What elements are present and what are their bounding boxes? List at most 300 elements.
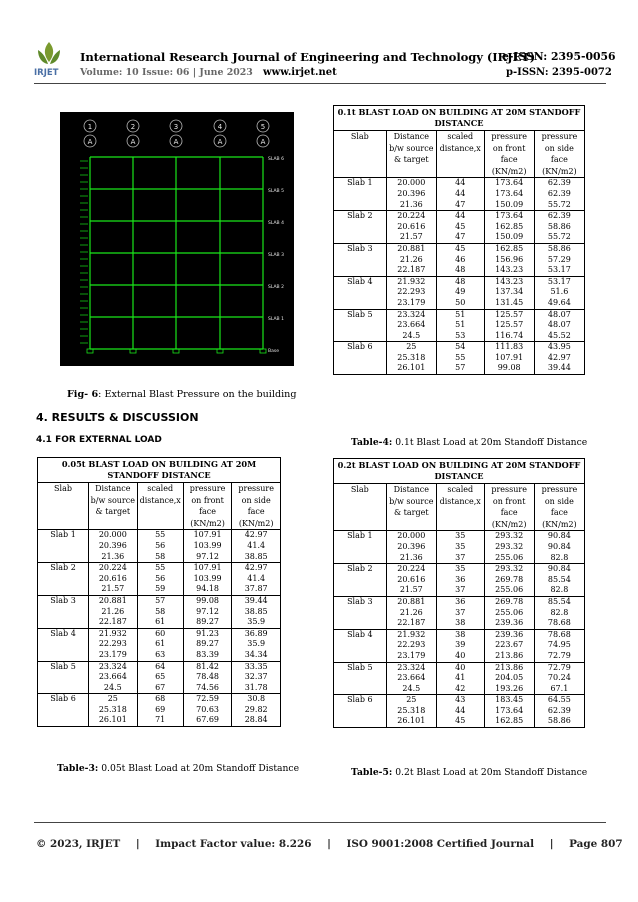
table-5 <box>333 458 585 728</box>
table-cell: 55.72 <box>534 232 584 243</box>
table-cell: 67.1 <box>534 684 584 695</box>
table-5-caption-text: 0.2t Blast Load at 20m Standoff Distance <box>392 767 588 778</box>
table-row <box>334 673 585 684</box>
table-cell: 99.08 <box>183 595 232 606</box>
table-cell: 69 <box>137 705 183 716</box>
table-row <box>334 232 585 243</box>
table-cell: 48.07 <box>534 320 584 331</box>
table-cell <box>334 575 387 586</box>
table-cell: 55 <box>137 530 183 541</box>
table-5-caption-label: Table-5: <box>351 767 393 778</box>
table-cell: 25.318 <box>89 705 138 716</box>
table-cell: 25 <box>89 694 138 705</box>
table-cell: Slab 2 <box>334 211 387 222</box>
table-row <box>334 178 585 189</box>
svg-text:IRJET: IRJET <box>34 68 59 78</box>
table-cell: Slab 1 <box>334 178 387 189</box>
table-cell: 21.26 <box>386 608 436 619</box>
table-cell: 23.324 <box>89 661 138 672</box>
table-cell: 21.57 <box>89 584 138 595</box>
table-cell: 49.64 <box>534 298 584 309</box>
table-cell: 35 <box>436 564 484 575</box>
table-cell <box>38 650 89 661</box>
table-row <box>334 265 585 276</box>
table-cell: 50 <box>436 298 484 309</box>
grid-bubble-label: A <box>217 138 223 146</box>
table-cell: Slab 4 <box>334 276 387 287</box>
table-cell: 20.396 <box>89 541 138 552</box>
table-cell: 193.26 <box>484 684 534 695</box>
table-cell: 21.36 <box>89 552 138 563</box>
table-cell: 204.05 <box>484 673 534 684</box>
table-cell: 22.187 <box>89 617 138 628</box>
table-cell: 23.324 <box>386 662 436 673</box>
table-cell: 45.52 <box>534 331 584 342</box>
table-cell: 29.82 <box>232 705 281 716</box>
table-cell: 20.616 <box>386 575 436 586</box>
table-cell: 36 <box>436 596 484 607</box>
table-cell: 26.101 <box>386 716 436 727</box>
table-cell: 25.318 <box>386 706 436 717</box>
table-cell: 56 <box>137 574 183 585</box>
table-cell: 173.64 <box>484 706 534 717</box>
table-cell: 62.39 <box>534 189 584 200</box>
table-cell: 34.34 <box>232 650 281 661</box>
table-row <box>38 715 281 726</box>
column-header: pressure on side face (KN/m2) <box>534 484 584 531</box>
table-cell: Slab 2 <box>38 563 89 574</box>
table-cell: 293.32 <box>484 542 534 553</box>
table-cell: 23.324 <box>386 309 436 320</box>
table-cell: 38.85 <box>232 552 281 563</box>
column-header: pressure on front face (KN/m2) <box>484 484 534 531</box>
table-row <box>38 617 281 628</box>
table-cell: 59 <box>137 584 183 595</box>
slab-label: SLAB 6 <box>268 157 284 162</box>
table-3-caption-label: Table-3: <box>57 763 99 774</box>
table-row <box>334 211 585 222</box>
table-row <box>38 563 281 574</box>
table-cell: Slab 2 <box>334 564 387 575</box>
table-cell <box>334 331 387 342</box>
table-cell: 111.83 <box>484 342 534 353</box>
column-header: scaled distance,x <box>436 484 484 531</box>
table-cell <box>38 607 89 618</box>
table-4-caption <box>351 437 587 448</box>
column-header: pressure on side face (KN/m2) <box>534 131 584 178</box>
table-cell <box>38 683 89 694</box>
table-cell: 24.5 <box>89 683 138 694</box>
table-cell: 61 <box>137 639 183 650</box>
table-row <box>334 287 585 298</box>
table-cell: 239.36 <box>484 618 534 629</box>
table-cell: 57 <box>137 595 183 606</box>
table-cell: 21.26 <box>89 607 138 618</box>
blast-pressure-figure <box>60 112 294 366</box>
table-cell <box>334 553 387 564</box>
table-cell <box>334 673 387 684</box>
table-cell: 173.64 <box>484 178 534 189</box>
column-header: pressure on side face (KN/m2) <box>232 483 281 530</box>
table-cell: 83.39 <box>183 650 232 661</box>
e-issn: e-ISSN: 2395-0056 <box>502 50 616 63</box>
table-cell: 57 <box>436 363 484 374</box>
table-cell: 51 <box>436 309 484 320</box>
table-cell: 71 <box>137 715 183 726</box>
table-cell: 91.23 <box>183 628 232 639</box>
table-row <box>334 243 585 254</box>
table-cell: 28.84 <box>232 715 281 726</box>
grid-bubble-label: 4 <box>217 123 223 131</box>
table-cell: 47 <box>436 232 484 243</box>
table-cell: 173.64 <box>484 211 534 222</box>
table-5-caption <box>351 767 587 778</box>
table-3-caption-text: 0.05t Blast Load at 20m Standoff Distance <box>98 763 300 774</box>
table-cell: Slab 4 <box>38 628 89 639</box>
table-row <box>334 651 585 662</box>
table-row <box>38 650 281 661</box>
table-cell <box>38 715 89 726</box>
table-cell: 255.06 <box>484 585 534 596</box>
journal-title: International Research Journal of Engineering and Technology (IRJET) <box>80 50 536 64</box>
table-row <box>38 694 281 705</box>
table-cell: 64.55 <box>534 695 584 706</box>
slab-label: SLAB 3 <box>268 253 284 258</box>
table-cell: 22.293 <box>386 287 436 298</box>
table-cell: 37.87 <box>232 584 281 595</box>
table-cell: 20.396 <box>386 189 436 200</box>
table-cell: 293.32 <box>484 564 534 575</box>
subsection-heading-external-load: 4.1 FOR EXTERNAL LOAD <box>36 435 162 445</box>
table-cell: 67 <box>137 683 183 694</box>
table-cell: 20.000 <box>89 530 138 541</box>
table-cell: 81.42 <box>183 661 232 672</box>
table-cell: 43.95 <box>534 342 584 353</box>
table-cell: 67.69 <box>183 715 232 726</box>
table-cell: 25 <box>386 695 436 706</box>
table-cell: 82.8 <box>534 585 584 596</box>
table-cell: 22.187 <box>386 618 436 629</box>
table-cell: 150.09 <box>484 200 534 211</box>
table-cell: 23.179 <box>89 650 138 661</box>
table-cell: 20.881 <box>89 595 138 606</box>
table-cell: 269.78 <box>484 596 534 607</box>
table-cell <box>334 706 387 717</box>
table-4 <box>333 105 585 375</box>
table-cell: 49 <box>436 287 484 298</box>
table-row <box>38 595 281 606</box>
figure-caption <box>67 389 296 400</box>
table-cell: 26.101 <box>89 715 138 726</box>
table-row <box>334 640 585 651</box>
grid-bubble-label: A <box>260 138 266 146</box>
table-cell <box>334 298 387 309</box>
table-cell: 40 <box>436 651 484 662</box>
grid-bubble-label: 2 <box>130 123 136 131</box>
table-cell: 38 <box>436 618 484 629</box>
table-cell: Slab 1 <box>38 530 89 541</box>
column-header: Slab <box>334 484 387 531</box>
table-row <box>334 542 585 553</box>
table-cell: 89.27 <box>183 617 232 628</box>
table-cell: 82.8 <box>534 553 584 564</box>
table-cell: 78.68 <box>534 618 584 629</box>
column-header: pressure on front face (KN/m2) <box>183 483 232 530</box>
table-cell <box>38 672 89 683</box>
slab-label: SLAB 2 <box>268 285 284 290</box>
table-cell: 48 <box>436 276 484 287</box>
table-cell: 156.96 <box>484 255 534 266</box>
table-cell: 45 <box>436 243 484 254</box>
table-cell: 107.91 <box>484 353 534 364</box>
journal-url[interactable]: www.irjet.net <box>263 67 337 78</box>
table-cell: 72.79 <box>534 662 584 673</box>
table-cell: 44 <box>436 706 484 717</box>
column-header: pressure on front face (KN/m2) <box>484 131 534 178</box>
table-cell <box>334 232 387 243</box>
table-cell: 70.24 <box>534 673 584 684</box>
table-cell <box>334 222 387 233</box>
table-cell: 82.8 <box>534 608 584 619</box>
table-cell: 107.91 <box>183 530 232 541</box>
table-cell <box>334 189 387 200</box>
table-cell: 42.97 <box>232 530 281 541</box>
table-cell: 39 <box>436 640 484 651</box>
column-header: scaled distance,x <box>436 131 484 178</box>
table-cell: 42.97 <box>534 353 584 364</box>
table-row <box>334 564 585 575</box>
column-header: Slab <box>38 483 89 530</box>
table-cell: 45 <box>436 222 484 233</box>
table-cell <box>334 255 387 266</box>
table-cell <box>334 608 387 619</box>
table-cell: 183.45 <box>484 695 534 706</box>
support <box>130 349 136 353</box>
table-cell: 53.17 <box>534 265 584 276</box>
table-row <box>334 363 585 374</box>
table-cell: 90.84 <box>534 542 584 553</box>
table-cell: 41.4 <box>232 574 281 585</box>
table-cell: 131.45 <box>484 298 534 309</box>
table-cell: 23.179 <box>386 651 436 662</box>
table-cell: 68 <box>137 694 183 705</box>
table-cell: 255.06 <box>484 608 534 619</box>
table-cell: 213.86 <box>484 651 534 662</box>
table-cell: 56 <box>137 541 183 552</box>
table-cell: 55 <box>137 563 183 574</box>
support <box>217 349 223 353</box>
slab-label: Base <box>268 349 279 354</box>
table-row <box>334 189 585 200</box>
table-cell: 42.97 <box>232 563 281 574</box>
table-cell: 23.664 <box>89 672 138 683</box>
table-cell: 44 <box>436 189 484 200</box>
table-cell: 72.59 <box>183 694 232 705</box>
table-cell: 62.39 <box>534 706 584 717</box>
table-cell: 35.9 <box>232 617 281 628</box>
table-cell: 25.318 <box>386 353 436 364</box>
table-cell: 26.101 <box>386 363 436 374</box>
table-cell: 24.5 <box>386 331 436 342</box>
table-row <box>38 584 281 595</box>
table-cell: 37 <box>436 608 484 619</box>
table-cell: 55.72 <box>534 200 584 211</box>
slab-label: SLAB 1 <box>268 317 284 322</box>
table-cell: 20.000 <box>386 531 436 542</box>
table-row <box>334 255 585 266</box>
table-cell: 255.06 <box>484 553 534 564</box>
table-cell <box>334 651 387 662</box>
support <box>87 349 93 353</box>
table-row <box>334 309 585 320</box>
table-row <box>334 298 585 309</box>
table-cell <box>334 618 387 629</box>
table-row <box>38 639 281 650</box>
table-cell: 143.23 <box>484 265 534 276</box>
table-cell: 74.95 <box>534 640 584 651</box>
table-cell: Slab 3 <box>334 243 387 254</box>
table-row <box>334 575 585 586</box>
table-cell: 223.67 <box>484 640 534 651</box>
table-cell: 51 <box>436 320 484 331</box>
table-cell: Slab 3 <box>38 595 89 606</box>
table-cell: 21.36 <box>386 200 436 211</box>
table-cell: 97.12 <box>183 607 232 618</box>
table-cell: 20.881 <box>386 596 436 607</box>
column-header: scaled distance,x <box>137 483 183 530</box>
table-row <box>38 541 281 552</box>
table-cell: 48 <box>436 265 484 276</box>
table-row <box>334 596 585 607</box>
table-cell: 293.32 <box>484 531 534 542</box>
table-row <box>334 320 585 331</box>
table-row <box>38 552 281 563</box>
table-cell: 21.57 <box>386 232 436 243</box>
table-cell: 162.85 <box>484 222 534 233</box>
table-cell <box>38 639 89 650</box>
support <box>173 349 179 353</box>
table-cell: 162.85 <box>484 716 534 727</box>
table-cell: 116.74 <box>484 331 534 342</box>
table-cell: 20.616 <box>386 222 436 233</box>
footer-iso: ISO 9001:2008 Certified Journal <box>346 838 535 850</box>
table-cell: 36.89 <box>232 628 281 639</box>
table-cell: 57.29 <box>534 255 584 266</box>
table-cell: 58.86 <box>534 222 584 233</box>
table-cell: 162.85 <box>484 243 534 254</box>
table-row <box>334 618 585 629</box>
table-cell <box>38 552 89 563</box>
grid-bubble-label: A <box>173 138 179 146</box>
table-cell: 103.99 <box>183 541 232 552</box>
table-cell: 58 <box>137 552 183 563</box>
footer-copyright: © 2023, IRJET <box>36 838 121 850</box>
table-cell: 43 <box>436 695 484 706</box>
table-cell: 37 <box>436 585 484 596</box>
footer-sep: | <box>135 838 140 850</box>
table-row <box>334 585 585 596</box>
grid-bubble-label: 3 <box>173 123 179 131</box>
table-cell: 35.9 <box>232 639 281 650</box>
table-cell: 85.54 <box>534 596 584 607</box>
table-cell <box>334 265 387 276</box>
header-divider <box>34 83 606 84</box>
table-cell: 143.23 <box>484 276 534 287</box>
table-4-caption-text: 0.1t Blast Load at 20m Standoff Distance <box>392 437 588 448</box>
table-cell: 125.57 <box>484 320 534 331</box>
table-cell: 22.293 <box>386 640 436 651</box>
table-cell: 62.39 <box>534 178 584 189</box>
footer-page-number: Page 807 <box>569 838 623 850</box>
table-cell: 30.8 <box>232 694 281 705</box>
table-3-caption <box>57 763 299 774</box>
table-row <box>38 683 281 694</box>
table-cell: 46 <box>436 255 484 266</box>
table-cell: 85.54 <box>534 575 584 586</box>
figure-caption-label: Fig- 6 <box>67 389 99 400</box>
table-cell: 21.932 <box>386 629 436 640</box>
grid-bubble-label: A <box>87 138 93 146</box>
support <box>260 349 266 353</box>
table-cell: 22.187 <box>386 265 436 276</box>
table-cell: 41.4 <box>232 541 281 552</box>
table-cell: Slab 6 <box>334 695 387 706</box>
table-row <box>38 574 281 585</box>
table-cell: 90.84 <box>534 531 584 542</box>
column-header: Distance b/w source & target <box>386 484 436 531</box>
table-row <box>38 607 281 618</box>
table-row <box>334 629 585 640</box>
table-cell <box>334 353 387 364</box>
table-cell: 21.36 <box>386 553 436 564</box>
table-cell: 20.000 <box>386 178 436 189</box>
table-cell: 21.57 <box>386 585 436 596</box>
table-cell: 23.664 <box>386 673 436 684</box>
table-row <box>38 530 281 541</box>
table-row <box>334 331 585 342</box>
table-cell <box>334 287 387 298</box>
table-cell: 173.64 <box>484 189 534 200</box>
table-cell: 36 <box>436 575 484 586</box>
table-cell <box>334 684 387 695</box>
table-row <box>334 276 585 287</box>
column-header: Distance b/w source & target <box>89 483 138 530</box>
grid-bubble-label: A <box>130 138 136 146</box>
table-cell: 41 <box>436 673 484 684</box>
table-cell: 90.84 <box>534 564 584 575</box>
table-cell: Slab 5 <box>334 309 387 320</box>
volume-info: Volume: 10 Issue: 06 | June 2023 <box>80 67 253 78</box>
table-cell: 74.56 <box>183 683 232 694</box>
table-cell: 21.26 <box>386 255 436 266</box>
page-footer <box>36 838 623 850</box>
table-cell: 62.39 <box>534 211 584 222</box>
grid-bubble-label: 1 <box>87 123 93 131</box>
table-cell: 35 <box>436 542 484 553</box>
table-cell: 58.86 <box>534 243 584 254</box>
irjet-logo <box>34 40 64 78</box>
table-cell <box>334 363 387 374</box>
building-frame-drawing <box>60 112 294 366</box>
table-cell: Slab 3 <box>334 596 387 607</box>
slab-label: SLAB 5 <box>268 189 284 194</box>
table-cell <box>334 542 387 553</box>
table-cell: 137.34 <box>484 287 534 298</box>
table-cell: 23.179 <box>386 298 436 309</box>
table-cell: 20.616 <box>89 574 138 585</box>
p-issn: p-ISSN: 2395-0072 <box>506 67 612 78</box>
table-cell: 42 <box>436 684 484 695</box>
